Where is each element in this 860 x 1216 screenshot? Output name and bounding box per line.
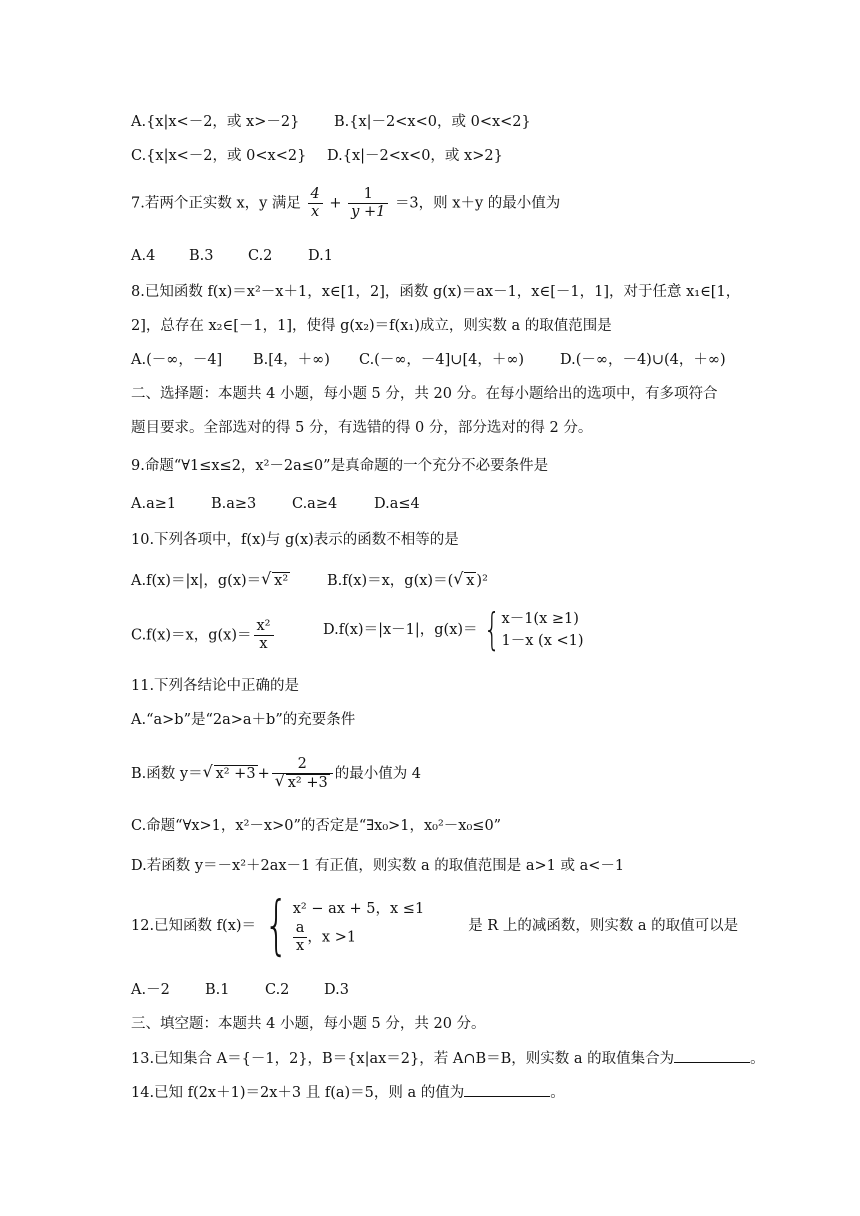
q11-b-den-radicand: x² +3 xyxy=(287,775,328,791)
q8-stem-line1: 8.已知函数 f(x)＝x²－x＋1，x∈[1，2]，函数 g(x)＝ax－1，x∈[－1，1]，对于任意 x₁∈[1， xyxy=(131,284,741,300)
left-brace-icon: { xyxy=(483,604,500,655)
q11-option-b xyxy=(131,756,421,792)
q8-option-a: A.(－∞，－4] xyxy=(131,352,223,368)
q11-b-fraction xyxy=(272,756,333,792)
q10-c-denominator: x xyxy=(254,635,274,653)
q10-stem: 10.下列各项中，f(x)与 g(x)表示的函数不相等的是 xyxy=(131,532,459,548)
q13-stem xyxy=(131,1048,765,1069)
q11-b-pre: B.函数 y＝ xyxy=(131,766,203,782)
q11-b-den-sqrt xyxy=(274,771,330,792)
section2-heading-line2: 题目要求。全部选对的得 5 分，有选错的得 0 分，部分选对的得 2 分。 xyxy=(131,420,593,436)
q12-stem xyxy=(131,889,739,963)
sqrt-sign-icon: √ xyxy=(274,771,285,790)
q10-option-b xyxy=(327,571,488,591)
q12-case2-fraction xyxy=(293,920,308,955)
q12-cases xyxy=(293,898,424,955)
q9-option-a: A.a≥1 xyxy=(131,496,177,512)
q10-a-sqrt xyxy=(261,571,290,591)
q7-stem-post: ＝3，则 x＋y 的最小值为 xyxy=(394,195,561,212)
q7-option-d: D.1 xyxy=(308,248,333,264)
q12-option-c: C.2 xyxy=(265,982,290,998)
sqrt-sign-icon: √ xyxy=(453,569,464,588)
q7-plus: + xyxy=(329,195,342,212)
q8-option-b: B.[4，＋∞) xyxy=(253,352,330,368)
q10-d-case2: 1－x (x <1) xyxy=(501,633,584,649)
q10-option-d xyxy=(323,604,584,655)
q7-option-a: A.4 xyxy=(131,248,156,264)
q12-post: 是 R 上的减函数，则实数 a 的取值可以是 xyxy=(468,918,739,934)
q12-option-b: B.1 xyxy=(205,982,230,998)
q7-option-c: C.2 xyxy=(248,248,273,264)
q14-stem xyxy=(131,1082,565,1103)
q9-option-b: B.a≥3 xyxy=(211,496,257,512)
q6-option-b: B.{x|－2<x<0，或 0<x<2} xyxy=(334,114,531,130)
q9-option-d: D.a≤4 xyxy=(374,496,420,512)
q12-option-a: A.－2 xyxy=(131,982,170,998)
q13-post: 。 xyxy=(750,1051,765,1067)
q9-option-c: C.a≥4 xyxy=(292,496,338,512)
q12-case1: x² − ax + 5，x ≤1 xyxy=(292,900,425,917)
q11-b-sqrt xyxy=(203,764,258,784)
q6-option-a: A.{x|x<－2，或 x>－2} xyxy=(131,114,300,130)
q7-stem xyxy=(131,186,560,221)
section3-heading: 三、填空题：本题共 4 小题，每小题 5 分，共 20 分。 xyxy=(131,1016,486,1032)
q10-b-radicand: x xyxy=(466,573,475,589)
q8-stem-line2: 2]，总存在 x₂∈[－1，1]，使得 g(x₂)＝f(x₁)成立，则实数 a 的取值范围是 xyxy=(131,318,612,334)
q10-c-numerator: x² xyxy=(256,618,271,634)
q11-option-c: C.命题“∀x>1，x²－x>0”的否定是“∃x₀>1，x₀²－x₀≤0” xyxy=(131,818,502,834)
q7-f2-numerator: 1 xyxy=(363,186,373,202)
q7-f1-numerator: 4 xyxy=(310,186,320,202)
q12-case2-numerator: a xyxy=(295,919,305,936)
q7-f2-denominator: y +1 xyxy=(348,203,388,221)
q7-f1-denominator: x xyxy=(308,203,323,221)
q6-option-c: C.{x|x<－2，或 0<x<2} xyxy=(131,148,307,164)
q10-c-fraction xyxy=(254,618,274,653)
q10-a-radicand: x² xyxy=(274,573,289,589)
sqrt-sign-icon: √ xyxy=(261,569,272,588)
q11-b-denominator xyxy=(272,773,333,792)
q10-option-c xyxy=(131,618,276,653)
q12-option-d: D.3 xyxy=(324,982,349,998)
q11-b-radicand: x² +3 xyxy=(215,766,256,782)
q12-case2 xyxy=(293,920,424,955)
left-brace-icon: { xyxy=(264,889,289,963)
q7-option-b: B.3 xyxy=(189,248,214,264)
q8-option-c: C.(－∞，－4]∪[4，＋∞) xyxy=(359,352,525,368)
section2-heading-line1: 二、选择题：本题共 4 小题，每小题 5 分，共 20 分。在每小题给出的选项中，有多项符合 xyxy=(131,386,718,402)
q10-b-post: )² xyxy=(476,573,488,589)
q13-pre: 13.已知集合 A＝{－1，2}，B＝{x|ax＝2}，若 A∩B＝B，则实数 a 的取值集合为 xyxy=(131,1051,675,1067)
q10-b-sqrt xyxy=(453,571,476,591)
q10-d-cases xyxy=(502,608,584,652)
sqrt-sign-icon: √ xyxy=(202,762,213,781)
q9-stem: 9.命题“∀1≤x≤2，x²－2a≤0”是真命题的一个充分不必要条件是 xyxy=(131,458,549,474)
q7-fraction-1 xyxy=(308,186,323,221)
q10-c-text: C.f(x)＝x，g(x)＝ xyxy=(131,627,252,644)
q12-pre: 12.已知函数 f(x)＝ xyxy=(131,918,257,934)
q11-b-numerator: 2 xyxy=(297,756,307,772)
q11-option-a: A.“a>b”是“2a>a＋b”的充要条件 xyxy=(131,712,356,728)
q6-option-d: D.{x|－2<x<0，或 x>2} xyxy=(327,148,503,164)
q12-case2-cond: ，x >1 xyxy=(307,929,357,945)
q11-b-post: 的最小值为 4 xyxy=(334,766,422,782)
q10-option-a xyxy=(131,571,290,591)
q7-stem-pre: 7.若两个正实数 x，y 满足 xyxy=(131,195,301,212)
q10-d-case1: x－1(x ≥1) xyxy=(501,611,579,627)
q8-option-d: D.(－∞，－4)∪(4，＋∞) xyxy=(560,352,726,368)
q13-answer-blank[interactable] xyxy=(674,1048,750,1063)
q7-fraction-2 xyxy=(348,186,388,221)
q10-b-text: B.f(x)＝x，g(x)＝( xyxy=(327,573,454,589)
q14-post: 。 xyxy=(550,1085,565,1101)
q11-b-plus: + xyxy=(257,766,270,782)
q12-case2-denominator: x xyxy=(293,937,308,955)
q11-stem: 11.下列各结论中正确的是 xyxy=(131,678,300,694)
q14-pre: 14.已知 f(2x＋1)＝2x＋3 且 f(a)＝5，则 a 的值为 xyxy=(131,1085,465,1101)
q14-answer-blank[interactable] xyxy=(464,1082,550,1097)
q11-option-d: D.若函数 y＝－x²＋2ax－1 有正值，则实数 a 的取值范围是 a>1 或 a<－1 xyxy=(131,858,625,874)
q10-a-text: A.f(x)＝|x|，g(x)＝ xyxy=(131,573,262,589)
q10-d-text: D.f(x)＝|x－1|，g(x)＝ xyxy=(323,622,478,638)
